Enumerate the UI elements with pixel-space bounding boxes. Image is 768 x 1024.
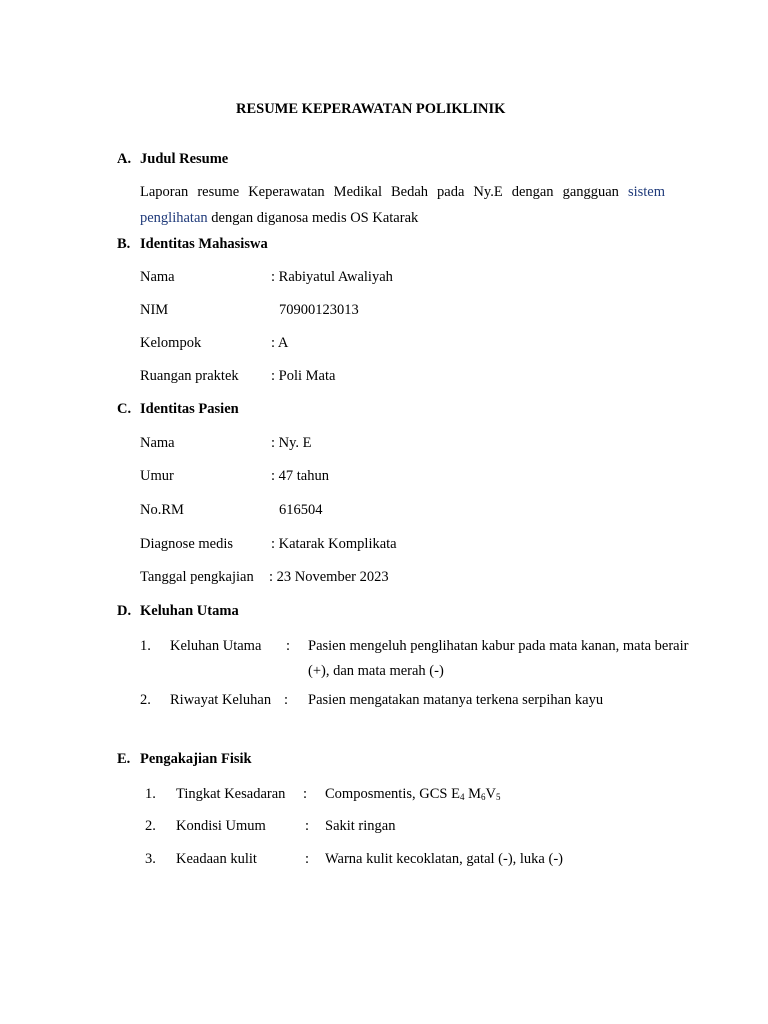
item-number: 3.: [145, 851, 156, 867]
section-e-letter: E.: [117, 751, 131, 767]
item-label: Riwayat Keluhan: [170, 692, 272, 708]
field-label: NIM: [140, 302, 169, 318]
line-text: dengan diganosa medis OS Katarak: [211, 210, 419, 226]
section-a-heading: Judul Resume: [140, 151, 229, 167]
item-colon: :: [286, 638, 291, 654]
gcs-m-score: 6: [480, 792, 486, 802]
field-value: : Ny. E: [271, 435, 312, 451]
field-label: No.RM: [140, 502, 184, 518]
field-label: Nama: [140, 435, 175, 451]
gcs-e-score: 4: [459, 792, 465, 802]
item-value-continued: (+), dan mata merah (-): [308, 663, 444, 679]
gcs-v-score: 5: [495, 792, 501, 802]
field-label: Tanggal pengkajian: [140, 569, 254, 585]
word: Keperawatan: [248, 184, 325, 200]
section-b-heading: Identitas Mahasiswa: [140, 236, 268, 252]
item-value: Pasien mengeluh penglihatan kabur pada mata kanan, mata berair: [308, 638, 689, 654]
word: dengan: [511, 184, 554, 200]
word: Medikal: [333, 184, 382, 200]
item-colon: :: [284, 692, 289, 708]
item-number: 1.: [140, 638, 151, 654]
item-label: Keluhan Utama: [170, 638, 262, 654]
item-value: Pasien mengatakan matanya terkena serpihan kayu: [308, 692, 604, 708]
field-value: 70900123013: [279, 302, 359, 318]
item-colon: :: [305, 818, 310, 834]
word-highlight: sistem: [627, 184, 665, 200]
section-e-heading: Pengakajian Fisik: [140, 751, 252, 767]
section-a-line-1: [140, 184, 665, 201]
section-a-line-2: [140, 210, 418, 227]
item-number: 2.: [145, 818, 156, 834]
word-highlight: penglihatan: [140, 210, 208, 226]
word: Bedah: [391, 184, 429, 200]
field-value: : Poli Mata: [271, 368, 336, 384]
item-label: Keadaan kulit: [176, 851, 257, 867]
field-value: : Rabiyatul Awaliyah: [271, 269, 393, 285]
section-d-heading: Keluhan Utama: [140, 603, 239, 619]
field-label: Kelompok: [140, 335, 202, 351]
field-value: : 23 November 2023: [269, 569, 389, 585]
gcs-prefix: Composmentis, GCS E: [325, 786, 460, 802]
field-value: : 47 tahun: [271, 468, 329, 484]
item-colon: :: [305, 851, 310, 867]
item-value: [325, 786, 500, 803]
item-number: 1.: [145, 786, 156, 802]
word: resume: [197, 184, 240, 200]
section-a-letter: A.: [117, 151, 132, 167]
field-label: Nama: [140, 269, 175, 285]
field-value: 616504: [279, 502, 323, 518]
item-value: Warna kulit kecoklatan, gatal (-), luka (-): [325, 851, 563, 867]
word: gangguan: [562, 184, 619, 200]
field-label: Umur: [140, 468, 174, 484]
field-value: : A: [271, 335, 289, 351]
gcs-v-letter: V: [485, 786, 496, 802]
word: Laporan: [140, 184, 189, 200]
field-value: : Katarak Komplikata: [271, 536, 397, 552]
item-label: Tingkat Kesadaran: [176, 786, 286, 802]
gcs-m-letter: M: [464, 786, 481, 802]
item-number: 2.: [140, 692, 151, 708]
item-value: Sakit ringan: [325, 818, 396, 834]
item-colon: :: [303, 786, 308, 802]
section-d-letter: D.: [117, 603, 132, 619]
section-c-heading: Identitas Pasien: [140, 401, 239, 417]
word: pada: [437, 184, 465, 200]
section-c-letter: C.: [117, 401, 132, 417]
document-title: RESUME KEPERAWATAN POLIKLINIK: [236, 101, 506, 117]
field-label: Diagnose medis: [140, 536, 234, 552]
word: Ny.E: [473, 184, 503, 200]
item-label: Kondisi Umum: [176, 818, 266, 834]
field-label: Ruangan praktek: [140, 368, 239, 384]
section-b-letter: B.: [117, 236, 131, 252]
